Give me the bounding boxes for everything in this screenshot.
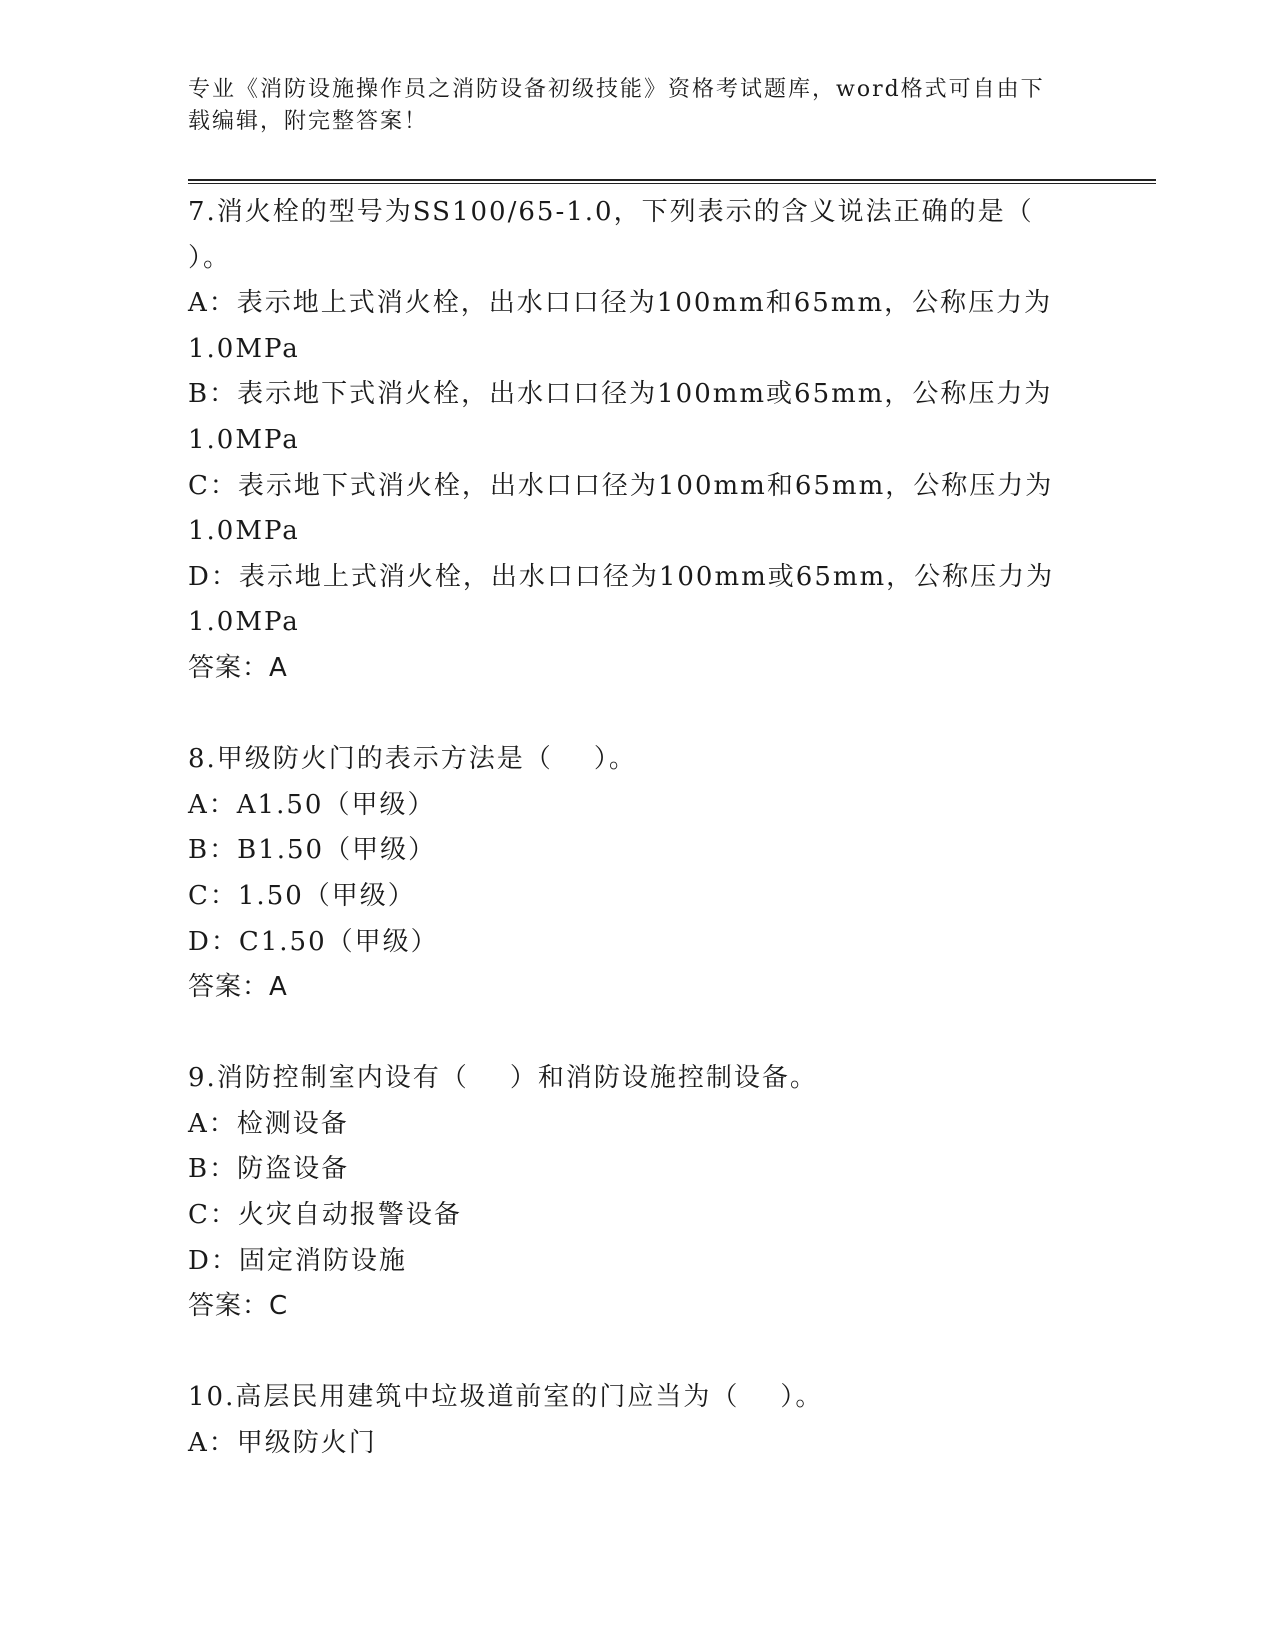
option-d: D：C1.50（甲级） — [188, 926, 439, 957]
option-a: A：A1.50（甲级） — [188, 789, 436, 820]
option-c: C：火灾自动报警设备 — [188, 1200, 462, 1231]
option-c: C：表示地下式消火栓，出水口口径为100mm和65mm，公称压力为 — [188, 470, 1054, 501]
question-8 — [188, 737, 1048, 1011]
question-stem: 10.高层民用建筑中垃圾道前室的门应当为（ ）。 — [188, 1382, 824, 1413]
question-stem: 7.消火栓的型号为SS100/65-1.0，下列表示的含义说法正确的是（ — [188, 197, 1034, 227]
answer: 答案：C — [188, 1291, 289, 1322]
option-a: A：检测设备 — [188, 1108, 349, 1139]
option-b: B：防盗设备 — [188, 1154, 350, 1185]
header-line-2: 载编辑，附完整答案！ — [188, 109, 429, 134]
answer: 答案：A — [188, 652, 288, 683]
option-b-continued: 1.0MPa — [188, 424, 300, 455]
question-7 — [188, 190, 1055, 692]
question-stem: ）。 — [188, 242, 232, 273]
header-divider-thin — [188, 183, 1156, 184]
option-a: A：甲级防火门 — [188, 1428, 377, 1459]
document-header — [188, 74, 1088, 138]
option-b: B：B1.50（甲级） — [188, 835, 437, 866]
question-9 — [188, 1056, 1048, 1330]
header-divider-thick — [188, 179, 1156, 181]
question-list — [188, 190, 1055, 1467]
header-line-1: 专业《消防设施操作员之消防设备初级技能》资格考试题库，word格式可自由下 — [188, 77, 1045, 102]
question-stem: 9.消防控制室内设有（ ）和消防设施控制设备。 — [188, 1063, 818, 1094]
question-10 — [188, 1375, 1048, 1466]
option-c-continued: 1.0MPa — [188, 516, 300, 547]
option-a-continued: 1.0MPa — [188, 333, 300, 364]
answer: 答案：A — [188, 972, 288, 1003]
option-a: A：表示地上式消火栓，出水口口径为100mm和65mm，公称压力为 — [188, 288, 1053, 319]
question-stem: 8.甲级防火门的表示方法是（ ）。 — [188, 744, 637, 775]
option-c: C：1.50（甲级） — [188, 880, 416, 911]
option-d: D：表示地上式消火栓，出水口口径为100mm或65mm，公称压力为 — [188, 561, 1055, 592]
option-d: D：固定消防设施 — [188, 1245, 407, 1276]
option-b: B：表示地下式消火栓，出水口口径为100mm或65mm，公称压力为 — [188, 379, 1053, 410]
option-d-continued: 1.0MPa — [188, 607, 300, 638]
